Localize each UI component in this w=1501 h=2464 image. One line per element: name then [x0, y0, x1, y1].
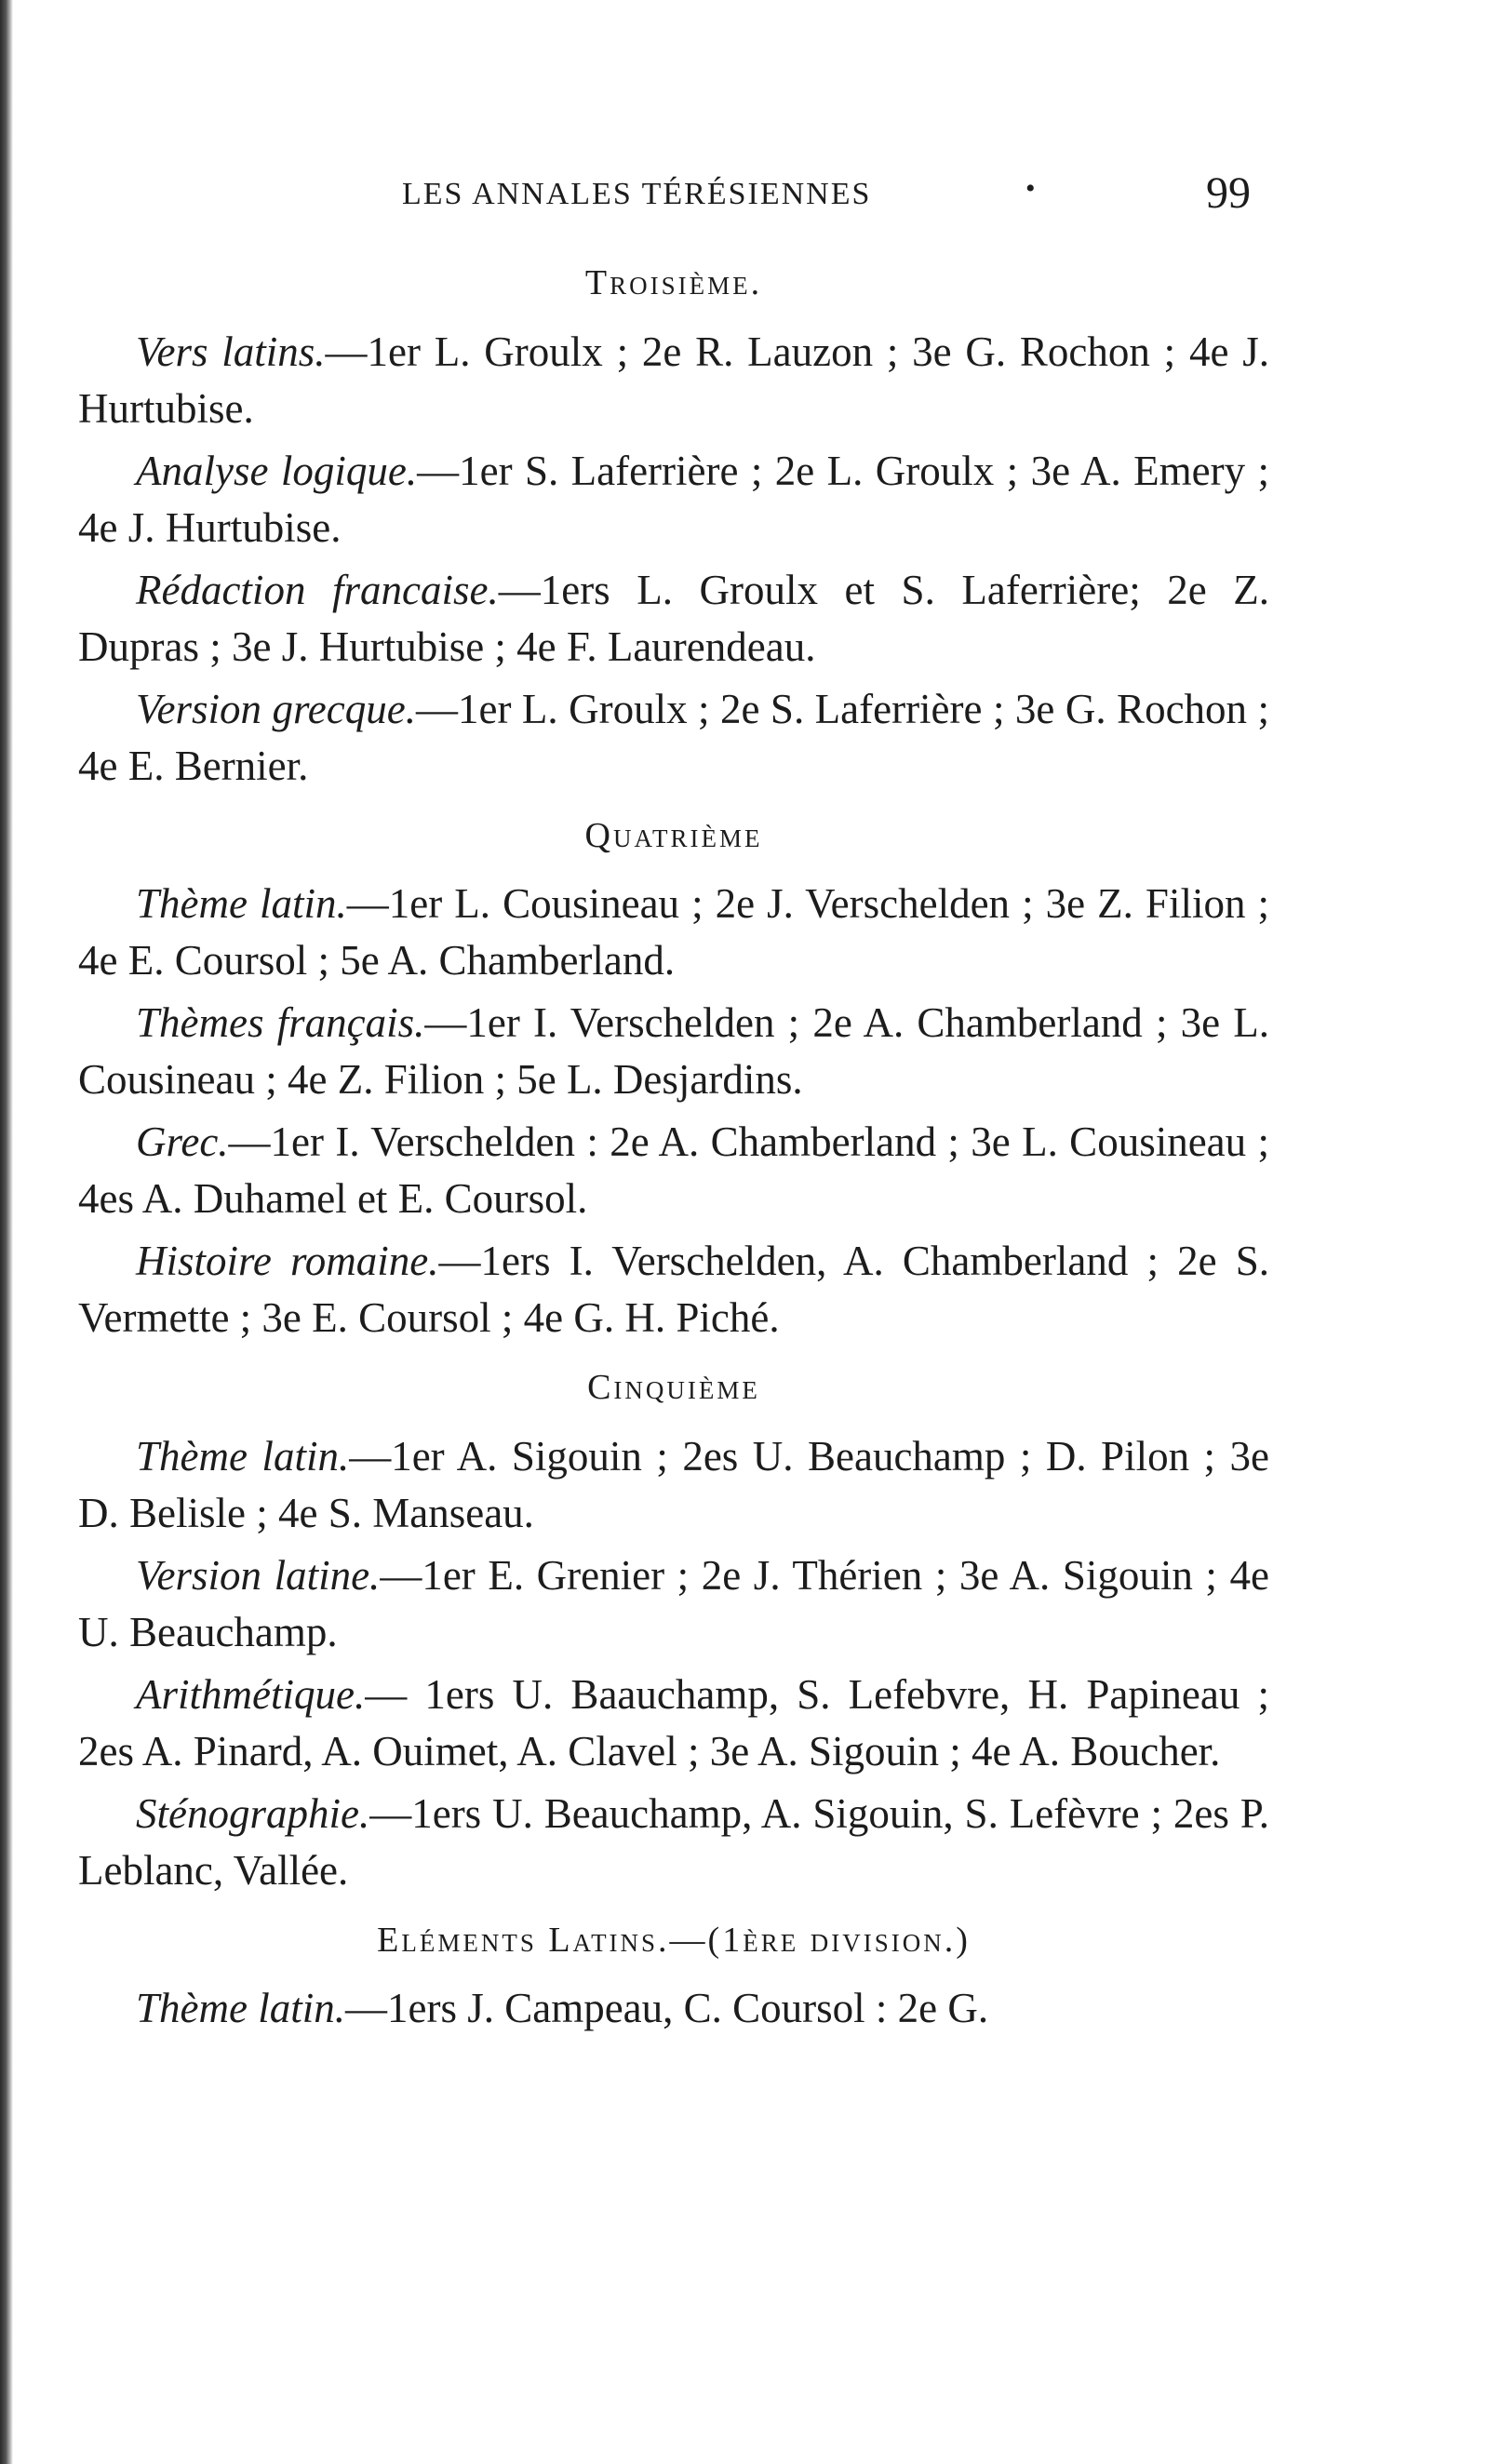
subject-label: Vers latins.: [136, 328, 326, 375]
section-title-elements-latins: Eléments Latins.—(1ère division.): [377, 1920, 971, 1960]
header-bullet: •: [1025, 173, 1038, 204]
book-page: [78, 167, 1269, 2042]
subject-label: Thème latin.: [136, 880, 347, 928]
entry: [78, 324, 1269, 437]
entry: [78, 562, 1269, 676]
entry-text: —1er A. Sigouin ; 2es U. Beauchamp ; D. Pilon ; 3e D. Belisle ; 4e S. Manseau.: [78, 1432, 1269, 1536]
entry-text: —1er I. Verschelden : 2e A. Chamberland ; 3e L. Cousineau ; 4es A. Duhamel et E. Coursol.: [78, 1118, 1269, 1223]
subject-label: Grec.: [136, 1118, 229, 1166]
entry: [78, 1428, 1269, 1542]
entry: [78, 876, 1269, 989]
entry-text: — 1ers U. Baauchamp, S. Lefebvre, H. Papineau ; 2es A. Pinard, A. Ouimet, A. Clavel ; 3e A. Sigouin ; 4e A. Boucher.: [78, 1670, 1269, 1774]
entry: [78, 995, 1269, 1108]
running-title: LES ANNALES TÉRÉSIENNES: [402, 177, 872, 211]
section-title-cinquieme: Cinquième: [587, 1368, 760, 1408]
subject-label: Thème latin.: [136, 1985, 345, 2032]
subject-label: Version grecque.: [136, 685, 416, 732]
subject-label: Version latine.: [136, 1551, 381, 1599]
entry-text: —1er E. Grenier ; 2e J. Thérien ; 3e A. Sigouin ; 4e U. Beauchamp.: [78, 1551, 1269, 1655]
subject-label: Thèmes français.: [136, 999, 425, 1047]
section-title-quatrieme: Quatrième: [584, 815, 763, 855]
entry: [78, 1786, 1269, 1899]
subject-label: Analyse logique.: [136, 447, 418, 494]
page-number: 99: [1206, 168, 1251, 218]
entry-text: —1er S. Laferrière ; 2e L. Groulx ; 3e A. Emery ; 4e J. Hurtubise.: [78, 447, 1269, 551]
entry-text: —1er L. Groulx ; 2e S. Laferrière ; 3e G. Rochon ; 4e E. Bernier.: [78, 685, 1269, 789]
subject-label: Thème latin.: [136, 1432, 350, 1480]
entry: [78, 1233, 1269, 1346]
entry-text: —1ers L. Groulx et S. Laferrière; 2e Z. Dupras ; 3e J. Hurtubise ; 4e F. Laurendeau.: [78, 566, 1270, 670]
running-head: [78, 167, 1269, 242]
subject-label: Histoire romaine.: [136, 1238, 439, 1285]
subject-label: Rédaction francaise.: [136, 566, 499, 613]
entry: [78, 1980, 1269, 2037]
entry: [78, 443, 1269, 556]
entry-text: —1ers J. Campeau, C. Coursol : 2e G.: [344, 1985, 989, 2032]
subject-label: Sténographie.: [136, 1789, 370, 1837]
entry: [78, 1114, 1269, 1227]
entry-text: —1er L. Cousineau ; 2e J. Verschelden ; 3e Z. Filion ; 4e E. Coursol ; 5e A. Chamberland.: [78, 880, 1270, 984]
entry-text: —1ers I. Verschelden, A. Chamberland ; 2e S. Vermette ; 3e E. Coursol ; 4e G. H. Piché.: [78, 1238, 1269, 1342]
subject-label: Arithmétique.: [136, 1670, 366, 1718]
section-title-troisieme: Troisième.: [584, 263, 763, 302]
book-spine-shadow: [0, 0, 13, 2464]
entry-text: —1er L. Groulx ; 2e R. Lauzon ; 3e G. Rochon ; 4e J. Hurtubise.: [78, 328, 1269, 432]
entry: [78, 1547, 1269, 1661]
entry: [78, 1667, 1269, 1780]
entry: [78, 681, 1269, 795]
entry-text: —1er I. Verschelden ; 2e A. Chamberland ; 3e L. Cousineau ; 4e Z. Filion ; 5e L. Desjardins.: [78, 999, 1269, 1104]
entry-text: —1ers U. Beauchamp, A. Sigouin, S. Lefèvre ; 2es P. Leblanc, Vallée.: [78, 1789, 1269, 1894]
